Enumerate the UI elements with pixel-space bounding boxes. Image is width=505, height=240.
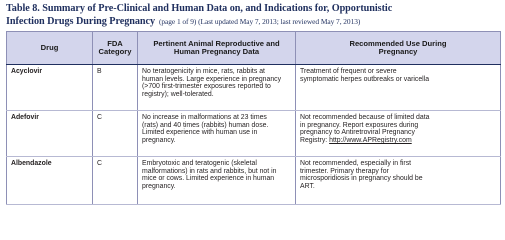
recommended-use-line: pregnancy to Antiretroviral Pregnancy bbox=[300, 129, 415, 137]
header-recommended-use-line-2: Pregnancy bbox=[378, 47, 418, 56]
recommended-use-line: Not recommended, especially in first bbox=[300, 160, 412, 167]
pregnancy-data-line: (rats) and 40 times (rabbits) human dose. bbox=[142, 121, 269, 129]
drug-name bbox=[7, 157, 93, 205]
recommended-use bbox=[296, 111, 501, 157]
fda-category-text: C bbox=[97, 114, 102, 121]
table-caption bbox=[6, 4, 500, 27]
drug-name bbox=[7, 111, 93, 157]
pregnancy-data-line: malformations) in rats and rabbits, but not in bbox=[142, 167, 277, 175]
pregnancy-data bbox=[138, 65, 296, 111]
recommended-use bbox=[296, 157, 501, 205]
fda-category-text: B bbox=[97, 68, 102, 75]
caption-line-2: Infection Drugs During Pregnancy bbox=[6, 15, 156, 27]
recommended-use-line: symptomatic herpes outbreaks or varicella bbox=[300, 75, 430, 83]
recommended-use-line: microsporidiosis in pregnancy should be bbox=[300, 175, 423, 183]
pregnancy-data-line: Limited experience with human use in bbox=[142, 129, 258, 137]
recommended-use-line: in pregnancy. Report exposures during bbox=[300, 121, 419, 129]
fda-category bbox=[93, 65, 138, 111]
fda-category bbox=[93, 111, 138, 157]
drug-name-text: Adefovir bbox=[11, 114, 39, 121]
fda-category bbox=[93, 157, 138, 205]
pregnancy-data-line: human levels. Large experience in pregnancy bbox=[142, 75, 282, 83]
recommended-use-line: trimester. Primary therapy for bbox=[300, 167, 389, 175]
header-fda-category bbox=[93, 32, 138, 65]
header-fda-category-line-2: Category bbox=[98, 47, 132, 56]
drug-table bbox=[6, 31, 501, 205]
registry-link[interactable]: http://www.APRegistry.com bbox=[329, 137, 412, 145]
pregnancy-data-line: No increase in malformations at 23 times bbox=[142, 114, 267, 121]
header-recommended-use-line-1: Recommended Use During bbox=[349, 38, 447, 48]
pregnancy-data-line: registry); well-tolerated. bbox=[142, 91, 214, 99]
pregnancy-data-line: mice or cows. Limited experience in human bbox=[142, 175, 275, 183]
recommended-use bbox=[296, 65, 501, 111]
header-recommended-use bbox=[296, 32, 501, 65]
registry-line bbox=[300, 137, 496, 145]
caption-meta: (page 1 of 9) (Last updated May 7, 2013; last reviewed May 7, 2013) bbox=[159, 16, 361, 26]
recommended-use-line: Treatment of frequent or severe bbox=[300, 68, 397, 75]
header-fda-category-line-1: FDA bbox=[107, 38, 123, 48]
pregnancy-data-line: (>700 first-trimester exposures reported to bbox=[142, 83, 271, 91]
drug-name bbox=[7, 65, 93, 111]
header-pregnancy-data-line-1: Pertinent Animal Reproductive and bbox=[153, 38, 280, 48]
header-pregnancy-data-line-2: Human Pregnancy Data bbox=[173, 47, 260, 56]
pregnancy-data-line: Embryotoxic and teratogenic (skeletal bbox=[142, 160, 257, 167]
drug-name-text: Acyclovir bbox=[11, 68, 43, 75]
fda-category-text: C bbox=[97, 160, 102, 167]
pregnancy-data bbox=[138, 111, 296, 157]
header-drug-text: Drug bbox=[40, 42, 59, 52]
header-pregnancy-data bbox=[138, 32, 296, 65]
table-row-adefovir bbox=[7, 111, 501, 157]
pregnancy-data-line: No teratogenicity in mice, rats, rabbits at bbox=[142, 68, 265, 75]
recommended-use-line: ART. bbox=[300, 183, 315, 191]
table-row-acyclovir bbox=[7, 65, 501, 111]
drug-name-text: Albendazole bbox=[11, 160, 52, 167]
recommended-use-line: Not recommended because of limited data bbox=[300, 114, 430, 121]
pregnancy-data-line: pregnancy. bbox=[142, 183, 176, 191]
registry-prefix: Registry: bbox=[300, 137, 330, 145]
pregnancy-data bbox=[138, 157, 296, 205]
table-row-albendazole bbox=[7, 157, 501, 205]
header-drug bbox=[7, 32, 93, 65]
caption-line-1: Table 8. Summary of Pre-Clinical and Human Data on, and Indications for, Opportunistic bbox=[6, 3, 393, 14]
table-header-row bbox=[7, 32, 501, 65]
pregnancy-data-line: pregnancy. bbox=[142, 137, 176, 145]
